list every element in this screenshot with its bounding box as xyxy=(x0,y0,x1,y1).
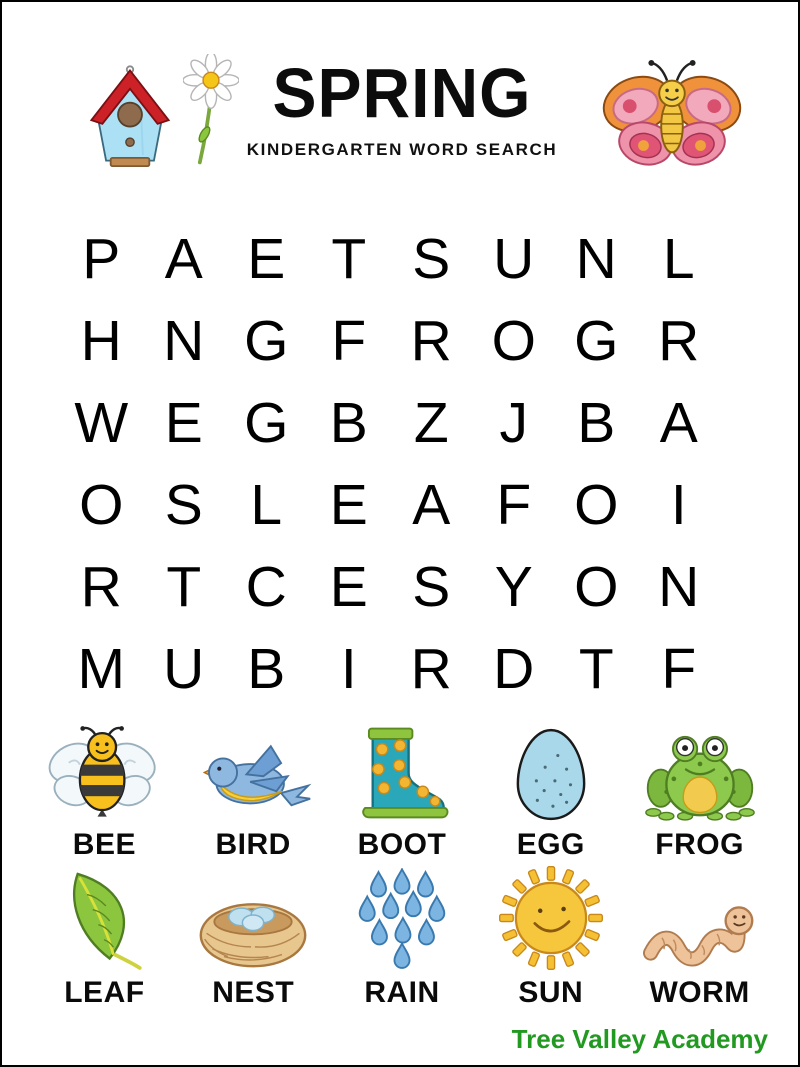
word-list-row-1 xyxy=(30,720,774,862)
grid-letter: E xyxy=(164,391,203,455)
word-list-row-2 xyxy=(30,868,774,1010)
word-label: LEAF xyxy=(64,976,145,1009)
grid-letter: N xyxy=(658,555,700,619)
word-label: RAIN xyxy=(364,976,440,1009)
word-item-worm xyxy=(625,868,774,1010)
grid-letter: G xyxy=(244,309,289,373)
word-label: BOOT xyxy=(357,828,447,861)
grid-letter: E xyxy=(329,555,368,619)
grid-letter: B xyxy=(329,391,368,455)
word-item-boot xyxy=(328,720,477,862)
leaf-icon xyxy=(57,868,151,972)
title-block xyxy=(242,54,562,160)
footer xyxy=(512,1024,768,1055)
grid-letter: N xyxy=(163,309,205,373)
grid-letter: S xyxy=(164,473,203,537)
grid-letter: G xyxy=(574,309,619,373)
grid-letter: U xyxy=(163,637,205,701)
grid-letter: O xyxy=(491,309,536,373)
grid-letter: F xyxy=(661,637,697,701)
grid-letter: I xyxy=(670,473,687,537)
word-item-sun xyxy=(476,868,625,1010)
grid-letter: S xyxy=(412,555,451,619)
grid-letter: T xyxy=(331,227,367,291)
word-item-egg xyxy=(476,720,625,862)
word-label: BEE xyxy=(72,828,136,861)
word-item-frog xyxy=(625,720,774,862)
grid-letter: G xyxy=(244,391,289,455)
grid-letter: A xyxy=(412,473,451,537)
sun-icon xyxy=(497,868,605,972)
grid-letter: T xyxy=(578,637,614,701)
grid-letter: B xyxy=(247,637,286,701)
grid-letter: E xyxy=(329,473,368,537)
worm-icon xyxy=(643,868,757,972)
word-item-bee xyxy=(30,720,179,862)
word-label: FROG xyxy=(655,828,744,861)
grid-letter: E xyxy=(247,227,286,291)
birdhouse-icon xyxy=(84,62,176,170)
egg-icon xyxy=(512,720,590,824)
butterfly-icon xyxy=(598,57,746,175)
grid-letter: B xyxy=(577,391,616,455)
header xyxy=(2,2,798,217)
grid-letter: N xyxy=(575,227,617,291)
grid-letter: O xyxy=(79,473,124,537)
word-label: NEST xyxy=(212,976,295,1009)
word-label: EGG xyxy=(516,828,585,861)
grid-letter: J xyxy=(499,391,528,455)
word-item-leaf xyxy=(30,868,179,1010)
word-item-bird xyxy=(179,720,328,862)
grid-letter: R xyxy=(410,637,452,701)
grid-letter: C xyxy=(245,555,287,619)
grid-letter: S xyxy=(412,227,451,291)
grid-letter: D xyxy=(493,637,535,701)
nest-icon xyxy=(195,868,311,972)
page-subtitle: KINDERGARTEN WORD SEARCH xyxy=(246,140,558,159)
grid-letter: R xyxy=(80,555,122,619)
word-label: SUN xyxy=(518,976,584,1009)
bird-icon xyxy=(192,720,314,824)
word-item-nest xyxy=(179,868,328,1010)
page-title: SPRING xyxy=(272,54,532,132)
grid-letter: M xyxy=(77,637,125,701)
rain-icon xyxy=(355,868,449,972)
credit-text: Tree Valley Academy xyxy=(511,1024,768,1054)
grid-letter: T xyxy=(166,555,202,619)
grid-letter: R xyxy=(658,309,700,373)
boot-icon xyxy=(350,720,454,824)
grid-letter: R xyxy=(410,309,452,373)
grid-letter: L xyxy=(662,227,695,291)
grid-letter: O xyxy=(574,555,619,619)
grid-letter: H xyxy=(80,309,122,373)
grid-letter: O xyxy=(574,473,619,537)
daisy-icon xyxy=(183,54,239,170)
grid-letter: W xyxy=(74,391,129,455)
frog-icon xyxy=(644,720,756,824)
grid-letter: F xyxy=(331,309,367,373)
grid-letter: U xyxy=(493,227,535,291)
word-label: WORM xyxy=(649,976,750,1009)
grid-letter: P xyxy=(82,227,121,291)
grid-letter: Z xyxy=(413,391,449,455)
bee-icon xyxy=(48,720,160,824)
word-item-rain xyxy=(328,868,477,1010)
grid-letter: L xyxy=(250,473,283,537)
letter-grid xyxy=(60,218,720,712)
grid-letter: F xyxy=(496,473,532,537)
grid-letter: I xyxy=(340,637,357,701)
grid-letter: A xyxy=(164,227,203,291)
grid-letter: Y xyxy=(494,555,533,619)
word-label: BIRD xyxy=(215,828,291,861)
grid-letter: A xyxy=(659,391,698,455)
